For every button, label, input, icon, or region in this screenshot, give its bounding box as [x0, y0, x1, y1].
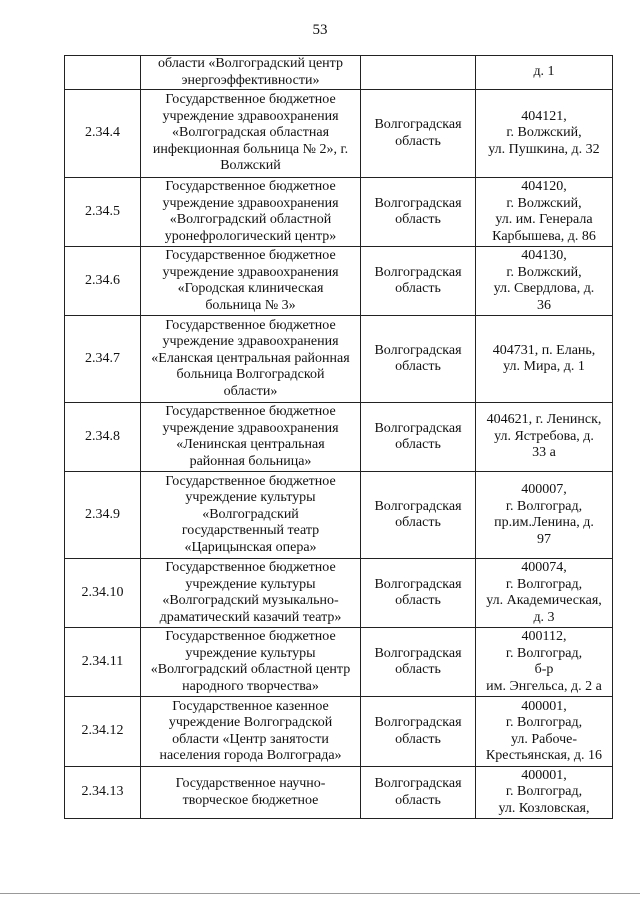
address-line: 404621, г. Ленинск,: [486, 412, 602, 428]
row-name-cell: [141, 56, 361, 90]
name-line: «Ленинская центральная: [176, 437, 325, 452]
name-line: Государственное бюджетное: [165, 179, 336, 194]
name-line: больница Волгоградской: [176, 367, 325, 383]
address-line: 400007,: [521, 482, 567, 497]
institutions-table: [64, 55, 613, 819]
region-line: область: [395, 437, 441, 452]
name-line: учреждение здравоохранения: [162, 108, 339, 124]
row-name-cell: [141, 628, 361, 697]
name-line: народного творчества»: [182, 678, 319, 694]
name-line: Государственное казенное: [172, 698, 329, 714]
table-row: [65, 472, 613, 559]
row-number-cell: 2.34.12: [65, 697, 141, 767]
address-line: д. 3: [533, 609, 555, 625]
page-number: 53: [312, 22, 328, 38]
address-line: ул. Мира, д. 1: [503, 359, 585, 374]
name-line: Государственное бюджетное: [165, 473, 336, 489]
name-line: «Волгоградский: [202, 506, 299, 522]
name-line: учреждение культуры: [185, 645, 316, 661]
name-line: инфекционная больница № 2», г.: [152, 141, 349, 157]
region-line: Волгоградская: [374, 645, 462, 661]
address-line: 404731, п. Елань,: [492, 342, 596, 358]
address-line: ул. Академическая,: [486, 593, 602, 608]
name-line: учреждение культуры: [185, 490, 316, 506]
address-line: ул. им. Генерала: [495, 212, 593, 227]
address-line: г. Волгоград,: [505, 784, 583, 800]
address-line: 97: [537, 531, 551, 547]
region-line: Волгоградская: [374, 117, 462, 132]
row-name-cell: [141, 247, 361, 316]
address-line: 404121,: [521, 108, 567, 124]
name-line: Государственное бюджетное: [165, 629, 336, 644]
name-line: «Волгоградская областная: [171, 125, 330, 141]
name-line: Государственное бюджетное: [165, 248, 336, 263]
address-line: 400001,: [521, 698, 567, 714]
name-line: области «Центр занятости: [172, 731, 329, 747]
row-number-cell: [65, 56, 141, 90]
row-number-cell: 2.34.8: [65, 403, 141, 472]
row-region-cell: [361, 90, 476, 178]
name-line: учреждение культуры: [185, 576, 316, 592]
name-line: Государственное бюджетное: [165, 317, 336, 333]
name-line: больница № 3»: [205, 297, 296, 313]
table-row: [65, 559, 613, 628]
name-line: учреждение здравоохранения: [162, 264, 339, 280]
region-line: область: [395, 281, 441, 296]
address-line: г. Волжский,: [506, 195, 582, 211]
address-line: 33 а: [532, 445, 556, 461]
name-line: районная больница»: [189, 453, 312, 469]
name-line: Государственное научно-: [175, 776, 326, 791]
address-line: пр.им.Ленина, д.: [494, 515, 594, 530]
row-region-cell: [361, 472, 476, 559]
name-line: «Волгоградский областной центр: [150, 662, 351, 677]
row-number-cell: 2.34.5: [65, 178, 141, 247]
address-line: 404130,: [521, 248, 567, 263]
row-address-cell: [476, 403, 613, 472]
row-number-cell: 2.34.7: [65, 316, 141, 403]
region-line: область: [395, 731, 441, 747]
address-line: ул. Свердлова, д.: [493, 281, 595, 296]
row-name-cell: [141, 697, 361, 767]
row-name-cell: [141, 403, 361, 472]
address-line: ул. Ястребова, д.: [494, 428, 594, 444]
row-number-cell: 2.34.13: [65, 767, 141, 819]
row-address-cell: [476, 178, 613, 247]
table-row: [65, 316, 613, 403]
address-line: Крестьянская, д. 16: [485, 748, 603, 763]
table-row: [65, 90, 613, 178]
name-line: учреждение здравоохранения: [162, 334, 339, 350]
address-line: г. Волгоград,: [505, 498, 583, 514]
row-region-cell: [361, 559, 476, 628]
name-line: «Волгоградский областной: [169, 212, 332, 227]
row-region-cell: [361, 697, 476, 767]
table-row: [65, 247, 613, 316]
region-line: область: [395, 212, 441, 227]
name-line: энергоэффективности»: [181, 72, 320, 88]
table-row: [65, 178, 613, 247]
row-region-cell: [361, 403, 476, 472]
region-line: область: [395, 515, 441, 530]
row-address-cell: [476, 767, 613, 819]
row-region-cell: [361, 628, 476, 697]
row-address-cell: [476, 56, 613, 90]
table-body: [65, 56, 613, 819]
name-line: «Городская клиническая: [177, 281, 324, 296]
region-line: Волгоградская: [374, 776, 462, 791]
row-region-cell: [361, 247, 476, 316]
table-row: [65, 403, 613, 472]
region-line: Волгоградская: [374, 715, 462, 730]
name-line: «Еланская центральная районная: [151, 350, 350, 366]
address-line: 400074,: [521, 560, 567, 575]
row-number-cell: 2.34.10: [65, 559, 141, 628]
region-line: Волгоградская: [374, 195, 462, 211]
address-line: им. Энгельса, д. 2 а: [486, 678, 602, 694]
region-line: область: [395, 593, 441, 608]
row-address-cell: [476, 90, 613, 178]
row-region-cell: [361, 56, 476, 90]
table-row: [65, 628, 613, 697]
row-address-cell: [476, 472, 613, 559]
row-address-cell: [476, 697, 613, 767]
row-address-cell: [476, 559, 613, 628]
address-line: 400001,: [521, 767, 567, 783]
region-line: Волгоградская: [374, 342, 462, 358]
table-row: [65, 697, 613, 767]
address-line: б-р: [534, 662, 554, 677]
region-line: область: [395, 133, 441, 149]
address-line: Карбышева, д. 86: [492, 228, 596, 244]
row-name-cell: [141, 90, 361, 178]
name-line: «Волгоградский музыкально-: [162, 593, 339, 608]
name-line: области»: [223, 383, 278, 399]
row-number-cell: 2.34.9: [65, 472, 141, 559]
row-name-cell: [141, 316, 361, 403]
name-line: Государственное бюджетное: [165, 560, 336, 575]
region-line: область: [395, 792, 441, 808]
row-region-cell: [361, 316, 476, 403]
name-line: области «Волгоградский центр: [158, 56, 343, 71]
region-line: Волгоградская: [374, 420, 462, 436]
row-region-cell: [361, 178, 476, 247]
row-address-cell: [476, 316, 613, 403]
table-row: [65, 56, 613, 90]
region-line: Волгоградская: [374, 264, 462, 280]
name-line: уронефрологический центр»: [164, 228, 337, 244]
region-line: область: [395, 359, 441, 374]
address-line: ул. Козловская,: [498, 800, 590, 816]
row-name-cell: [141, 472, 361, 559]
address-line: ул. Пушкина, д. 32: [488, 141, 600, 157]
name-line: учреждение Волгоградской: [168, 715, 333, 730]
address-line: г. Волгоград,: [505, 576, 583, 592]
address-line: г. Волжский,: [506, 125, 582, 141]
row-name-cell: [141, 767, 361, 819]
address-line: ул. Рабоче-: [510, 731, 578, 747]
table-row: [65, 767, 613, 819]
row-name-cell: [141, 178, 361, 247]
region-line: Волгоградская: [374, 576, 462, 592]
address-line: г. Волжский,: [506, 264, 582, 280]
name-line: населения города Волгограда»: [159, 748, 342, 763]
region-line: Волгоградская: [374, 498, 462, 514]
name-line: учреждение здравоохранения: [162, 195, 339, 211]
name-line: Государственное бюджетное: [165, 92, 336, 108]
row-region-cell: [361, 767, 476, 819]
row-name-cell: [141, 559, 361, 628]
address-line: 404120,: [521, 179, 567, 194]
row-address-cell: [476, 247, 613, 316]
name-line: «Царицынская опера»: [184, 539, 317, 555]
address-line: г. Волгоград,: [505, 715, 583, 730]
name-line: Государственное бюджетное: [165, 404, 336, 419]
name-line: драматический казачий театр»: [159, 609, 342, 625]
row-number-cell: 2.34.6: [65, 247, 141, 316]
page-bottom-rule: [0, 893, 640, 894]
row-address-cell: [476, 628, 613, 697]
name-line: творческое бюджетное: [182, 792, 319, 808]
name-line: Волжский: [220, 158, 281, 174]
address-line: 400112,: [521, 629, 567, 644]
name-line: государственный театр: [181, 523, 320, 539]
row-number-cell: 2.34.4: [65, 90, 141, 178]
address-line: г. Волгоград,: [505, 645, 583, 661]
name-line: учреждение здравоохранения: [162, 420, 339, 436]
region-line: область: [395, 662, 441, 677]
address-line: 36: [537, 297, 551, 313]
address-line: д. 1: [533, 64, 555, 80]
row-number-cell: 2.34.11: [65, 628, 141, 697]
